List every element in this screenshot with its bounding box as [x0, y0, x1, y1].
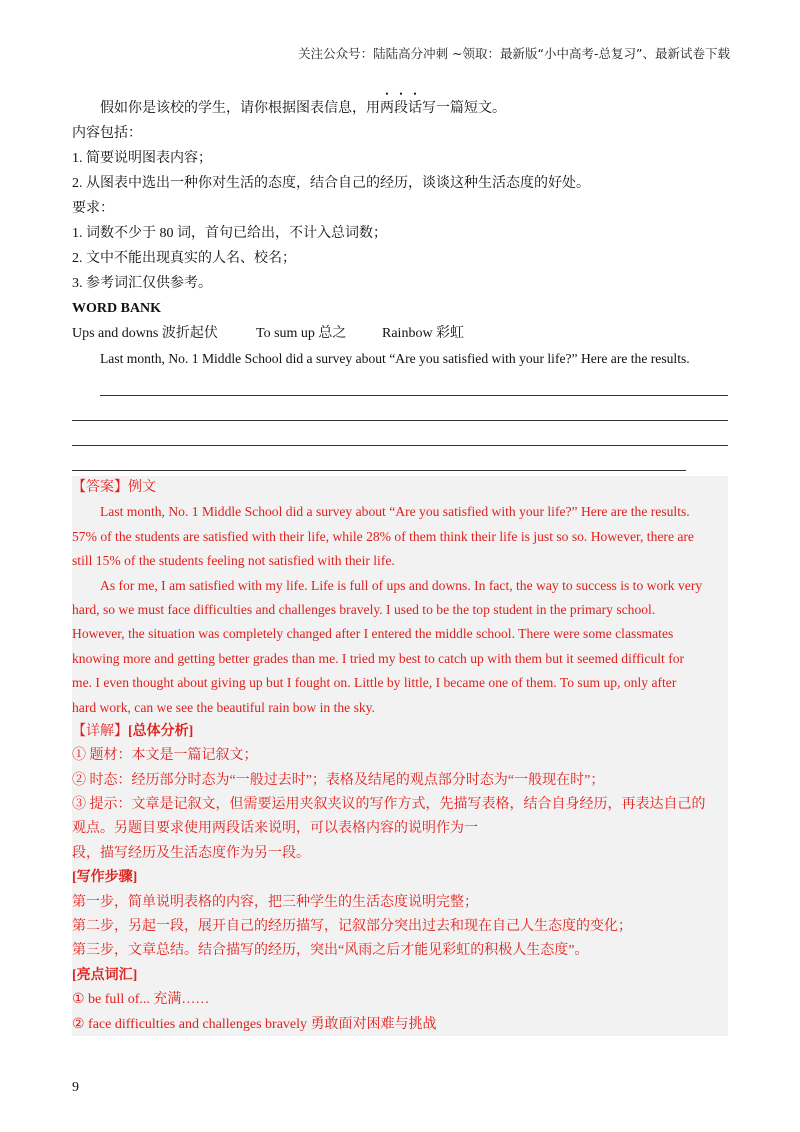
writing-line	[100, 371, 728, 396]
writing-line	[72, 446, 686, 471]
prompt-section	[72, 96, 728, 471]
essay-line: still 15% of the students feeling not satisfied with their life.	[72, 553, 395, 569]
essay-line: hard, so we must face difficulties and challenges bravely. I used to be the top student in the primary school.	[72, 601, 656, 617]
writing-line	[72, 421, 728, 446]
given-first-sentence: Last month, No. 1 Middle School did a survey about “Are you satisfied with your life?” Here are the results.	[100, 351, 690, 366]
requirements-label: 要求：	[72, 201, 114, 216]
content-label: 内容包括：	[72, 126, 142, 141]
requirement-item: 2. 文中不能出现真实的人名、校名；	[72, 251, 296, 266]
word-bank-entry: To sum up 总之	[256, 326, 347, 341]
content-item: 1. 简要说明图表内容；	[72, 151, 212, 166]
requirement-item: 3. 参考词汇仅供参考。	[72, 276, 212, 291]
step-item: 第一步，简单说明表格的内容，把三种学生的生活态度说明完整；	[72, 894, 478, 910]
analysis-item: 观点。另题目要求使用两段话来说明，可以表格内容的说明作为一	[72, 821, 478, 837]
essay-line: me. I even thought about giving up but I fought on. Little by little, I became one of them. To sum up, only after	[72, 675, 677, 691]
emphasis-char: 话	[408, 101, 422, 116]
intro-text-before: 假如你是该校的学生，请你根据图表信息，用	[100, 101, 380, 116]
answer-label: 【答案】例文	[72, 480, 156, 495]
word-bank	[72, 321, 728, 346]
prompt-intro	[72, 96, 728, 121]
answer-section	[72, 476, 728, 1036]
analysis-item: ③ 提示：文章是记叙文，但需要运用夹叙夹议的写作方式，先描写表格，结合自身经历，再表达自己的	[72, 797, 706, 813]
word-bank-entry: Ups and downs 波折起伏	[72, 326, 218, 341]
essay-line: hard work, can we see the beautiful rain bow in the sky.	[72, 699, 375, 715]
step-item: 第二步，另起一段，展开自己的经历描写，记叙部分突出过去和现在自己人生态度的变化；	[72, 919, 632, 935]
writing-line	[72, 396, 728, 421]
essay-line: Last month, No. 1 Middle School did a survey about “Are you satisfied with your life?” Here are the results.	[100, 504, 690, 520]
essay-line: knowing more and getting better grades than me. I tried my best to catch up with them but it seemed difficult for	[72, 650, 685, 666]
detail-heading-line	[72, 720, 728, 744]
highlights-heading: [亮点词汇]	[72, 967, 138, 983]
essay-line: As for me, I am satisfied with my life. Life is full of ups and downs. In fact, the way to success is to work very	[100, 577, 703, 593]
analysis-item: ② 时态：经历部分时态为“一般过去时”；表格及结尾的观点部分时态为“一般现在时”；	[72, 772, 605, 788]
steps-heading: [写作步骤]	[72, 870, 138, 886]
requirement-item: 1. 词数不少于 80 词，首句已给出，不计入总词数；	[72, 226, 387, 241]
word-bank-entry: Rainbow 彩虹	[382, 326, 465, 341]
content-item: 2. 从图表中选出一种你对生活的态度，结合自己的经历，谈谈这种生活态度的好处。	[72, 176, 590, 191]
essay-line: 57% of the students are satisfied with their life, while 28% of them think their life is just so so. However, there are	[72, 528, 694, 544]
page-header: 关注公众号：陆陆高分冲刺 ~领取：最新版“小中高考-总复习”、最新试卷下载	[298, 46, 730, 61]
emphasis-char: 段	[394, 101, 408, 116]
detail-label: 【详解】	[72, 723, 128, 739]
essay-line: However, the situation was completely changed after I entered the middle school. There were some classmates	[72, 626, 674, 642]
page-number: 9	[72, 1080, 79, 1095]
highlight-item: ② face difficulties and challenges bravely 勇敢面对困难与挑战	[72, 1016, 437, 1032]
word-bank-title: WORD BANK	[72, 301, 162, 316]
analysis-item: 段，描写经历及生活态度作为另一段。	[72, 845, 310, 861]
step-item: 第三步，文章总结。结合描写的经历，突出“风雨之后才能见彩虹的积极人生态度”。	[72, 943, 589, 959]
analysis-item: ① 题材：本文是一篇记叙文；	[72, 748, 258, 764]
intro-text-after: 写一篇短文。	[422, 101, 506, 116]
highlight-item: ① be full of... 充满……	[72, 992, 210, 1008]
emphasis-char: 两	[380, 101, 394, 116]
detail-heading: [总体分析]	[128, 723, 194, 739]
